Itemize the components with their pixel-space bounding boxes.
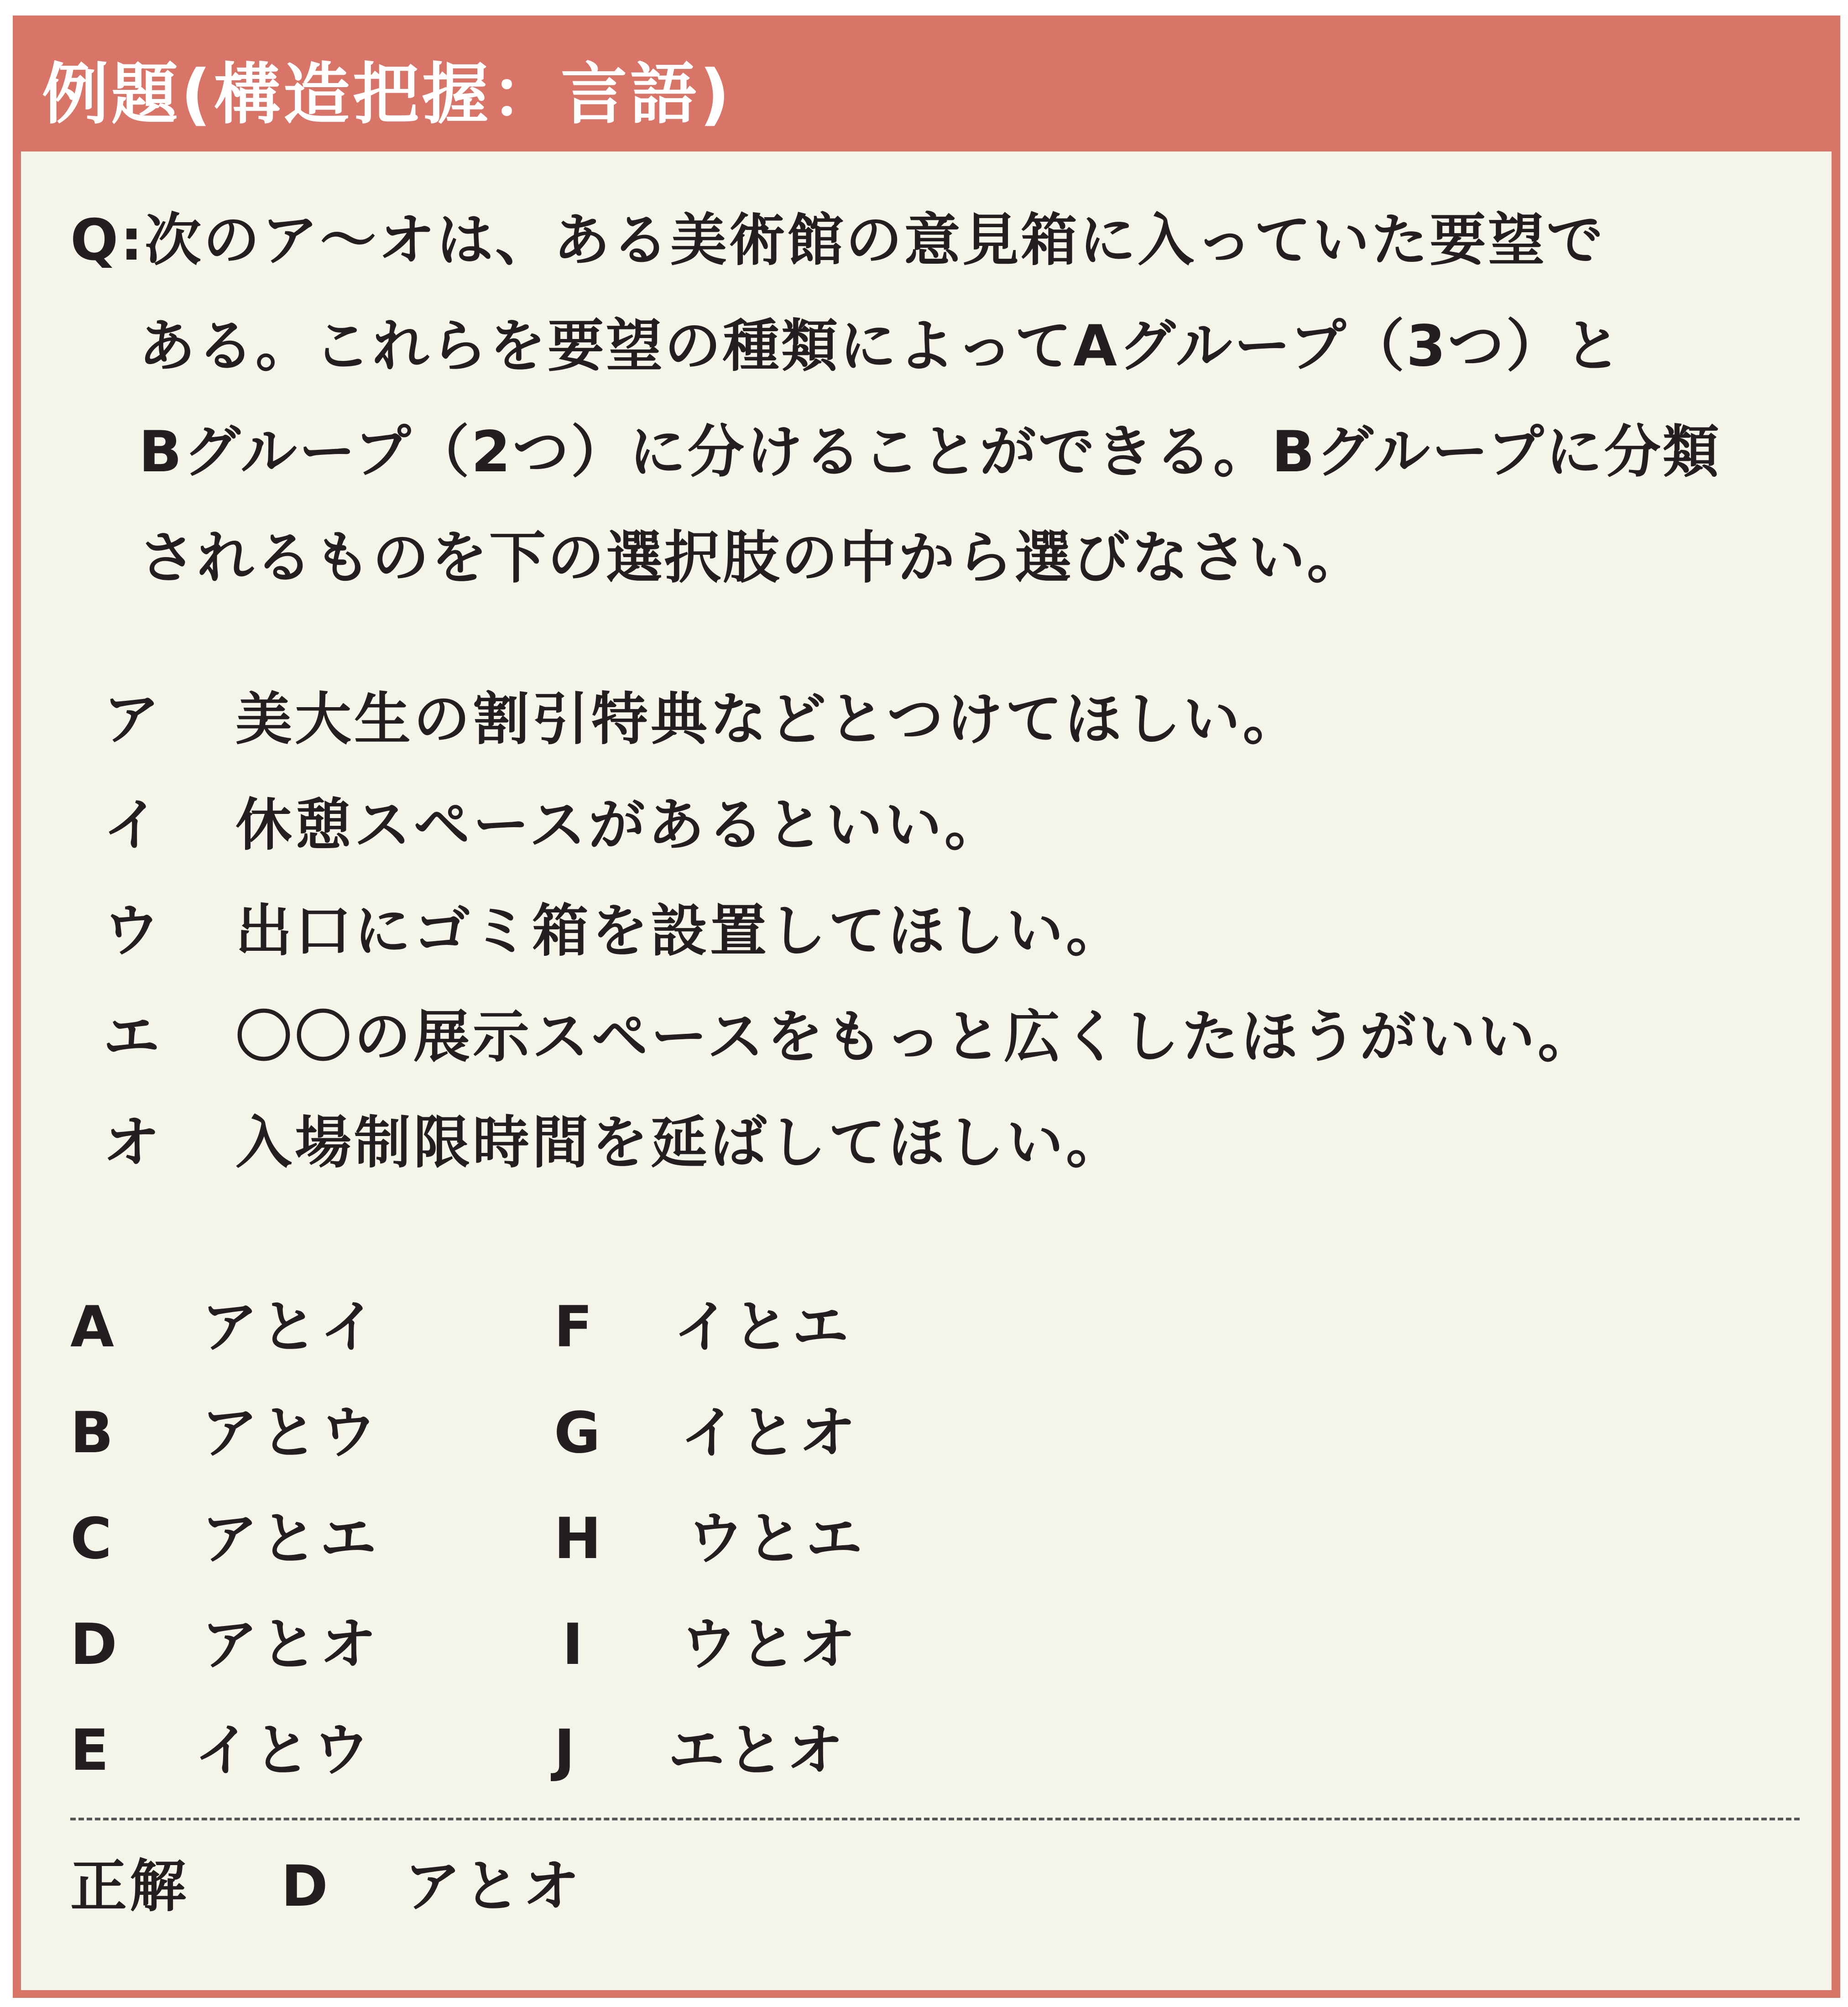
question-line: ある。これらを要望の種類によってAグループ（3つ）と [139, 313, 1623, 379]
statement-letter: イ [103, 792, 163, 858]
choice-letter: D [70, 1612, 120, 1678]
choice-letter: G [554, 1400, 603, 1466]
statement-text: 出口にゴミ箱を設置してほしい。 [235, 898, 1126, 964]
choice-text: イとオ [680, 1400, 859, 1466]
header-title: 例題(構造把握：言語) [42, 56, 733, 133]
content-panel [21, 151, 1832, 1990]
answer-label: 正解 [70, 1854, 189, 1919]
choice-text: エとオ [668, 1718, 846, 1783]
statement-text: 美大生の割引特典などとつけてほしい。 [235, 687, 1302, 752]
choice-letter: C [70, 1506, 115, 1572]
choice-text: ウとオ [680, 1612, 859, 1678]
statement-letter: エ [103, 1004, 163, 1070]
choice-letter: F [554, 1294, 595, 1360]
choice-text: イとエ [673, 1294, 852, 1360]
choice-letter: A [70, 1294, 117, 1360]
choice-text: アとオ [201, 1612, 380, 1678]
choice-letter: H [554, 1506, 604, 1572]
statement-text: 入場制限時間を延ばしてほしい。 [235, 1110, 1126, 1176]
answer-text: アとオ [404, 1854, 583, 1919]
example-card [13, 16, 1840, 1998]
question-line: されるものを下の選択肢の中から選びなさい。 [139, 525, 1366, 591]
statement-text: 〇〇の展示スペースをもっと広くしたほうがいい。 [235, 1004, 1597, 1070]
choice-text: ウとエ [687, 1506, 866, 1572]
statement-letter: ア [103, 687, 163, 752]
question-line: Q:次のア〜オは、ある美術館の意見箱に入っていた要望で [70, 208, 1605, 273]
dashed-divider [70, 1818, 1800, 1820]
choice-letter: J [554, 1718, 578, 1783]
statement-text: 休憩スペースがあるといい。 [235, 792, 1004, 858]
choice-letter: E [70, 1718, 112, 1783]
question-line: Bグループ（2つ）に分けることができる。Bグループに分類 [139, 419, 1721, 485]
choice-text: アとエ [201, 1506, 380, 1572]
choice-text: イとウ [194, 1718, 373, 1783]
choice-letter: B [70, 1400, 116, 1466]
statement-letter: ウ [103, 898, 163, 964]
choice-letter: I [562, 1612, 586, 1678]
choice-text: アとイ [201, 1294, 380, 1360]
answer-letter: D [281, 1854, 331, 1919]
statement-letter: オ [103, 1110, 163, 1176]
choice-text: アとウ [201, 1400, 380, 1466]
